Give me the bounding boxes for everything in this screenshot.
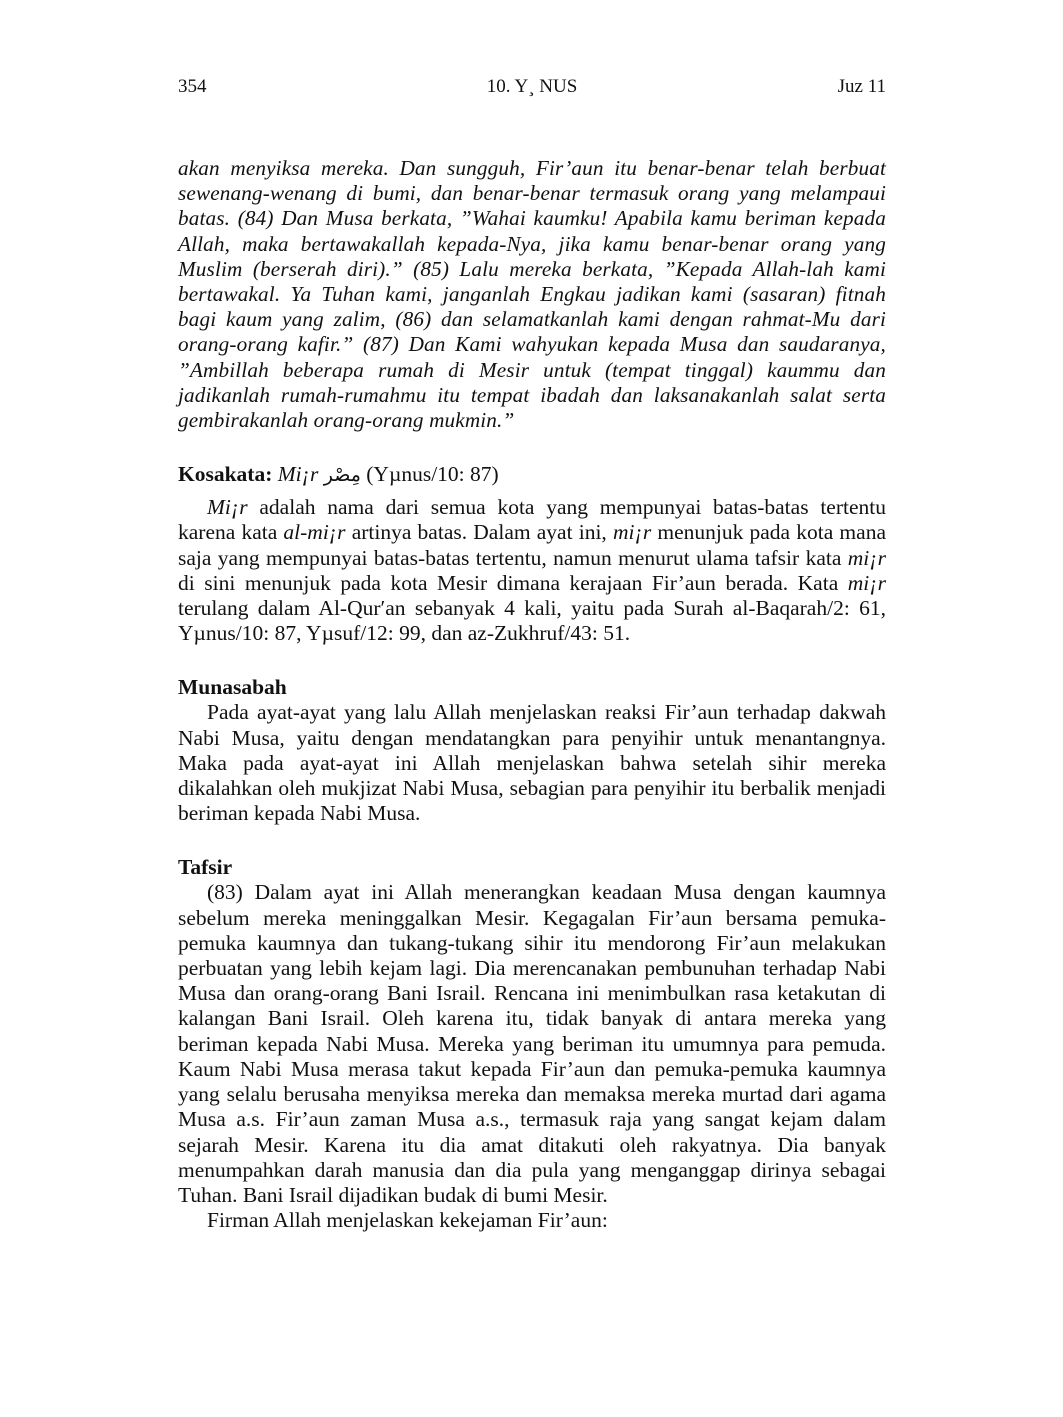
text-2: artinya batas. Dalam ayat ini, xyxy=(345,520,613,545)
munasabah-paragraph: Pada ayat-ayat yang lalu Allah menjelaskan reaksi Fir’aun terhadap dakwah Nabi Musa, yaitu dengan mendatangkan para penyihir untuk menantangnya. Maka pada ayat-ayat ini Allah menjelaskan bahwa setelah sihir mereka dikalahkan oleh mukjizat Nabi Musa, sebagian para penyihir itu berbalik menjadi beriman kepada Nabi Musa. xyxy=(178,700,886,826)
verse-translation: akan menyiksa mereka. Dan sungguh, Fir’aun itu benar-benar telah berbuat sewenang-wenang di bumi, dan benar-benar termasuk orang yang melampaui batas. (84) Dan Musa berkata, ”Wahai kaumku! Apabila kamu beriman kepada Allah, maka bertawakallah kepada-Nya, jika kamu benar-benar orang yang Muslim (berserah diri).” (85) Lalu mereka berkata, ”Kepada Allah-lah kami bertawakal. Ya Tuhan kami, janganlah Engkau jadikan kami (sasaran) fitnah bagi kaum yang zalim, (86) dan selamatkanlah kami dengan rahmat-Mu dari orang-orang kafir.” (87) Dan Kami wahyukan kepada Musa dan saudaranya, ”Ambillah beberapa rumah di Mesir untuk (tempat tinggal) kaummu dan jadikanlah rumah-rumahmu itu tempat ibadah dan laksanakanlah salat serta gembirakanlah orang-orang mukmin.” xyxy=(178,156,886,433)
page-number: 354 xyxy=(178,76,207,97)
text-3: menunjuk pada kota mana saja yang mempunyai batas-batas tertentu, namun menurut ulama tafsir kata xyxy=(178,520,886,570)
munasabah-heading: Munasabah xyxy=(178,675,287,700)
page-header xyxy=(178,76,886,102)
term-2: al-mi¡r xyxy=(283,520,346,545)
term-1: Mi¡r xyxy=(207,495,248,520)
kosakata-reference: (Yµnus/10: 87) xyxy=(366,462,499,487)
term-5: mi¡r xyxy=(847,570,886,595)
kosakata-heading xyxy=(178,460,886,489)
kosakata-label: Kosakata: xyxy=(178,462,273,487)
kosakata-arabic: مِصْر xyxy=(323,464,361,487)
term-4: mi¡r xyxy=(847,545,886,570)
tafsir-paragraph-2: Firman Allah menjelaskan kekejaman Fir’aun: xyxy=(207,1208,608,1233)
term-3: mi¡r xyxy=(612,520,652,545)
tafsir-heading: Tafsir xyxy=(178,855,233,880)
text-1: adalah nama dari semua kota yang mempunyai batas-batas tertentu karena kata xyxy=(178,495,886,545)
page-content xyxy=(178,156,886,1233)
juz-label: Juz 11 xyxy=(837,76,886,97)
tafsir-paragraph-1: (83) Dalam ayat ini Allah menerangkan keadaan Musa dengan kaumnya sebelum mereka meninggalkan Mesir. Kegagalan Fir’aun bersama pemuka-pemuka kaumnya dan tukang-tukang sihir itu mendorong Fir’aun melakukan perbuatan yang lebih kejam lagi. Dia merencanakan pembunuhan terhadap Nabi Musa dan orang-orang Bani Israil. Rencana ini menimbulkan rasa ketakutan di kalangan Bani Israil. Oleh karena itu, tidak banyak di antara mereka yang beriman kepada Nabi Musa. Mereka yang beriman itu umumnya para pemuda. Kaum Nabi Musa merasa takut kepada Fir’aun dan pemuka-pemuka kaumnya yang selalu berusaha menyiksa mereka dan memaksa mereka murtad dari agama Musa a.s. Fir’aun zaman Musa a.s., termasuk raja yang sangat kejam dalam sejarah Mesir. Karena itu dia amat ditakuti oleh rakyatnya. Dia banyak menumpahkan darah manusia dan dia pula yang menganggap dirinya sebagai Tuhan. Bani Israil dijadikan budak di bumi Mesir. xyxy=(178,880,886,1207)
kosakata-paragraph xyxy=(178,495,886,646)
kosakata-term: Mi¡r xyxy=(277,462,319,487)
chapter-title: 10. Y¸ NUS xyxy=(486,76,578,97)
text-4: di sini menunjuk pada kota Mesir dimana kerajaan Fir’aun berada. Kata xyxy=(178,570,848,595)
text-5: terulang dalam Al-Qur′an sebanyak 4 kali, yaitu pada Surah al-Baqarah/2: 61, Yµnus/10: 87, Yµsuf/12: 99, dan az-Zukhruf/43: 51. xyxy=(178,596,886,646)
